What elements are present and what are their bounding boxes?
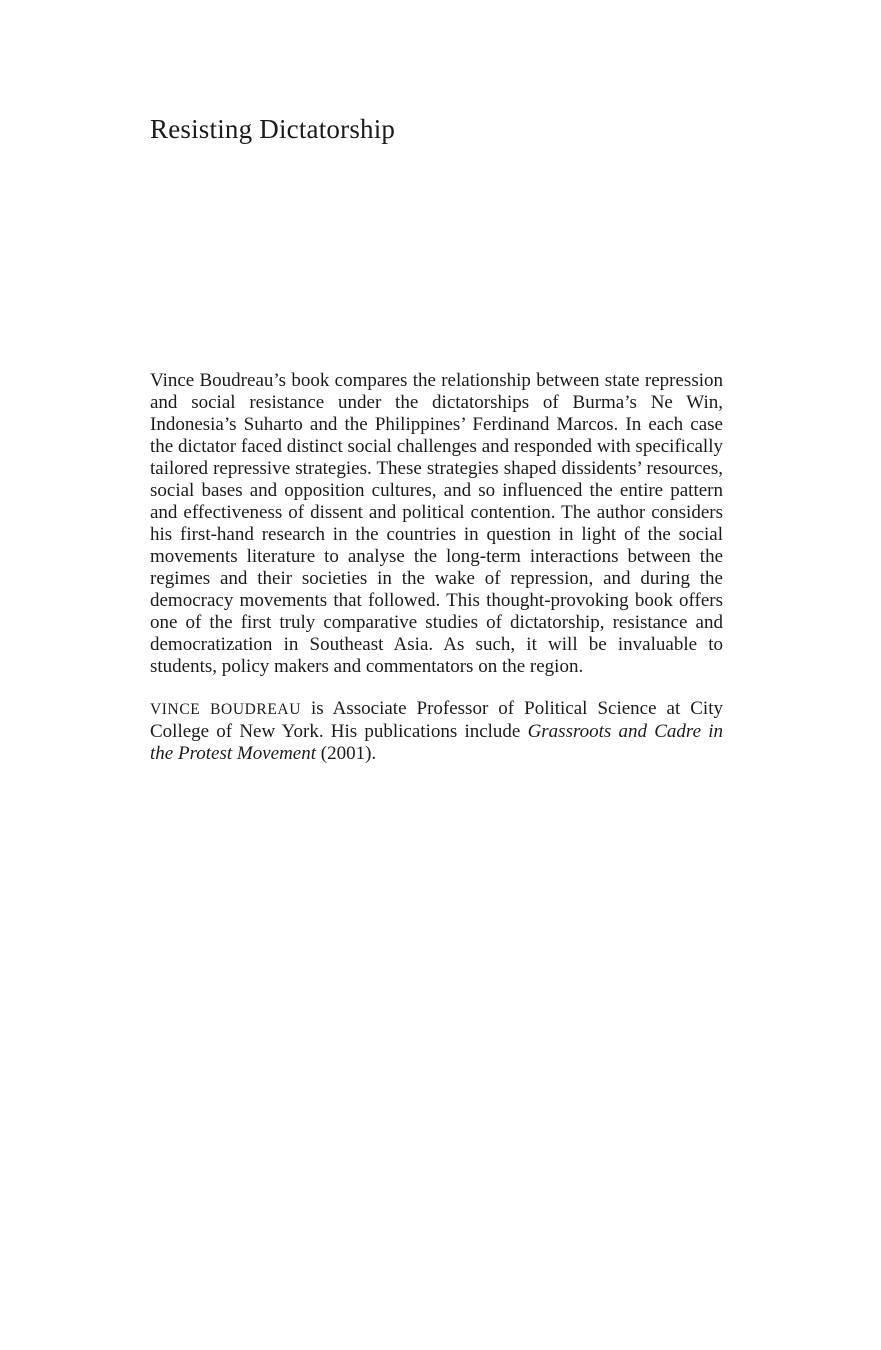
page-title: Resisting Dictatorship <box>150 114 396 144</box>
book-synopsis: Vince Boudreau’s book compares the relationship between state repression and social resistance under the dictatorships of Burma’s Ne Win, Indonesia’s Suharto and the Philippines’ Ferdinand Marcos. In each case the dictator faced distinct social challenges and responded with specifically tailored repressive strategies. These strategies shaped dissidents’ resources, social bases and opposition cultures, and so influenced the entire pattern and effectiveness of dissent and political contention. The author considers his first-hand research in the countries in question in light of the social movements literature to analyse the long-term interactions between the regimes and their societies in the wake of repression, and during the democracy movements that followed. This thought-provoking book offers one of the first truly comparative studies of dictatorship, resistance and democratization in Southeast Asia. As such, it will be invaluable to students, policy makers and commentators on the region. <box>150 370 723 677</box>
book-title-italic: Grassroots and Cadre in the Protest Movement <box>150 721 723 764</box>
author-bio-text: is Associate Professor of Political Science at City College of New York. His publications include <box>150 698 723 742</box>
author-name: VINCE BOUDREAU <box>150 701 301 718</box>
author-bio-text-after: (2001). <box>316 743 377 764</box>
author-bio <box>150 698 723 765</box>
